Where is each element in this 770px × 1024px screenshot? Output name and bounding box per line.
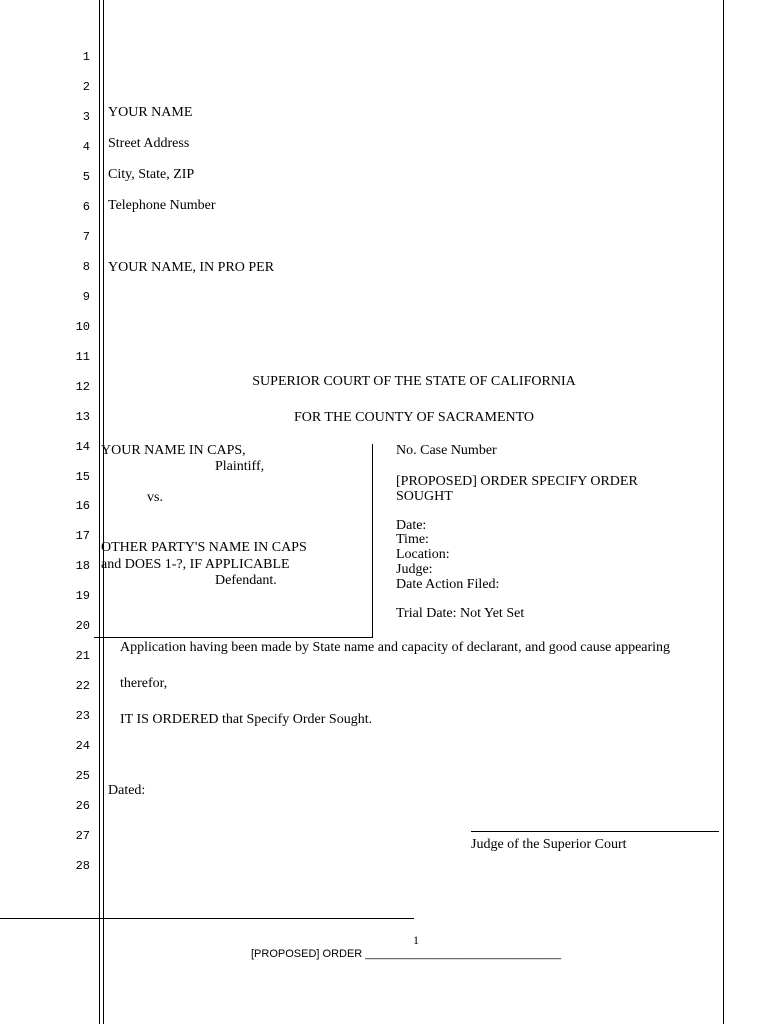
line-number: 4 — [82, 140, 90, 154]
party-name: YOUR NAME — [108, 105, 193, 120]
line-number: 25 — [75, 769, 90, 783]
line-number: 2 — [82, 80, 90, 94]
line-number: 20 — [75, 619, 90, 633]
line-number: 19 — [75, 589, 90, 603]
line-number: 14 — [75, 440, 90, 454]
hearing-location: Location: — [396, 547, 450, 562]
caption-divider-horizontal — [94, 637, 373, 638]
line-number: 21 — [75, 649, 90, 663]
line-number: 26 — [75, 799, 90, 813]
line-number: 8 — [82, 260, 90, 274]
footer-title: [PROPOSED] ORDER ________________________________ — [251, 948, 562, 960]
document-title-line2: SOUGHT — [396, 489, 453, 504]
line-number: 23 — [75, 709, 90, 723]
court-county: FOR THE COUNTY OF SACRAMENTO — [293, 410, 535, 425]
order-paragraph: Application having been made by State name and capacity of declarant, and good cause appearing — [120, 640, 671, 655]
page-number: 1 — [413, 933, 419, 947]
line-number: 16 — [75, 499, 90, 513]
trial-date: Trial Date: Not Yet Set — [396, 606, 525, 621]
document-title-line1: [PROPOSED] ORDER SPECIFY ORDER — [396, 474, 638, 489]
line-number: 13 — [75, 410, 90, 424]
left-margin-line-outer — [99, 0, 100, 1024]
order-paragraph-continued: therefor, — [120, 676, 168, 691]
line-number: 15 — [75, 470, 90, 484]
date-action-filed: Date Action Filed: — [396, 577, 500, 592]
line-number: 10 — [75, 320, 90, 334]
line-number: 5 — [82, 170, 90, 184]
caption-divider-vertical — [372, 444, 373, 638]
defendant-name: OTHER PARTY'S NAME IN CAPS — [101, 540, 307, 555]
plaintiff-name: YOUR NAME IN CAPS, — [101, 443, 246, 458]
line-number: 11 — [75, 350, 90, 364]
left-margin-line-inner — [103, 0, 104, 1024]
hearing-time: Time: — [396, 532, 429, 547]
line-number: 27 — [75, 829, 90, 843]
line-number: 24 — [75, 739, 90, 753]
street-address: Street Address — [108, 136, 190, 151]
line-number: 17 — [75, 529, 90, 543]
court-name: SUPERIOR COURT OF THE STATE OF CALIFORNIA — [252, 374, 576, 389]
right-margin-line — [723, 0, 724, 1024]
signature-line — [471, 831, 719, 832]
line-number: 3 — [82, 110, 90, 124]
hearing-date: Date: — [396, 518, 427, 533]
dated-label: Dated: — [108, 783, 146, 798]
plaintiff-label: Plaintiff, — [215, 459, 265, 474]
defendant-label: Defendant. — [215, 573, 277, 588]
line-number: 9 — [82, 290, 90, 304]
line-number: 22 — [75, 679, 90, 693]
defendant-does: and DOES 1-?, IF APPLICABLE — [101, 557, 290, 572]
line-number: 6 — [82, 200, 90, 214]
city-state-zip: City, State, ZIP — [108, 167, 195, 182]
line-number: 18 — [75, 559, 90, 573]
hearing-judge: Judge: — [396, 562, 433, 577]
versus-label: vs. — [147, 490, 163, 505]
order-statement: IT IS ORDERED that Specify Order Sought. — [120, 712, 373, 727]
line-number: 28 — [75, 859, 90, 873]
footer-rule — [0, 918, 414, 919]
line-number: 1 — [82, 50, 90, 64]
line-number: 7 — [82, 230, 90, 244]
line-number: 12 — [75, 380, 90, 394]
case-number: No. Case Number — [396, 443, 497, 458]
pro-per-line: YOUR NAME, IN PRO PER — [108, 260, 275, 275]
telephone-number: Telephone Number — [108, 198, 216, 213]
judge-title: Judge of the Superior Court — [471, 837, 627, 852]
